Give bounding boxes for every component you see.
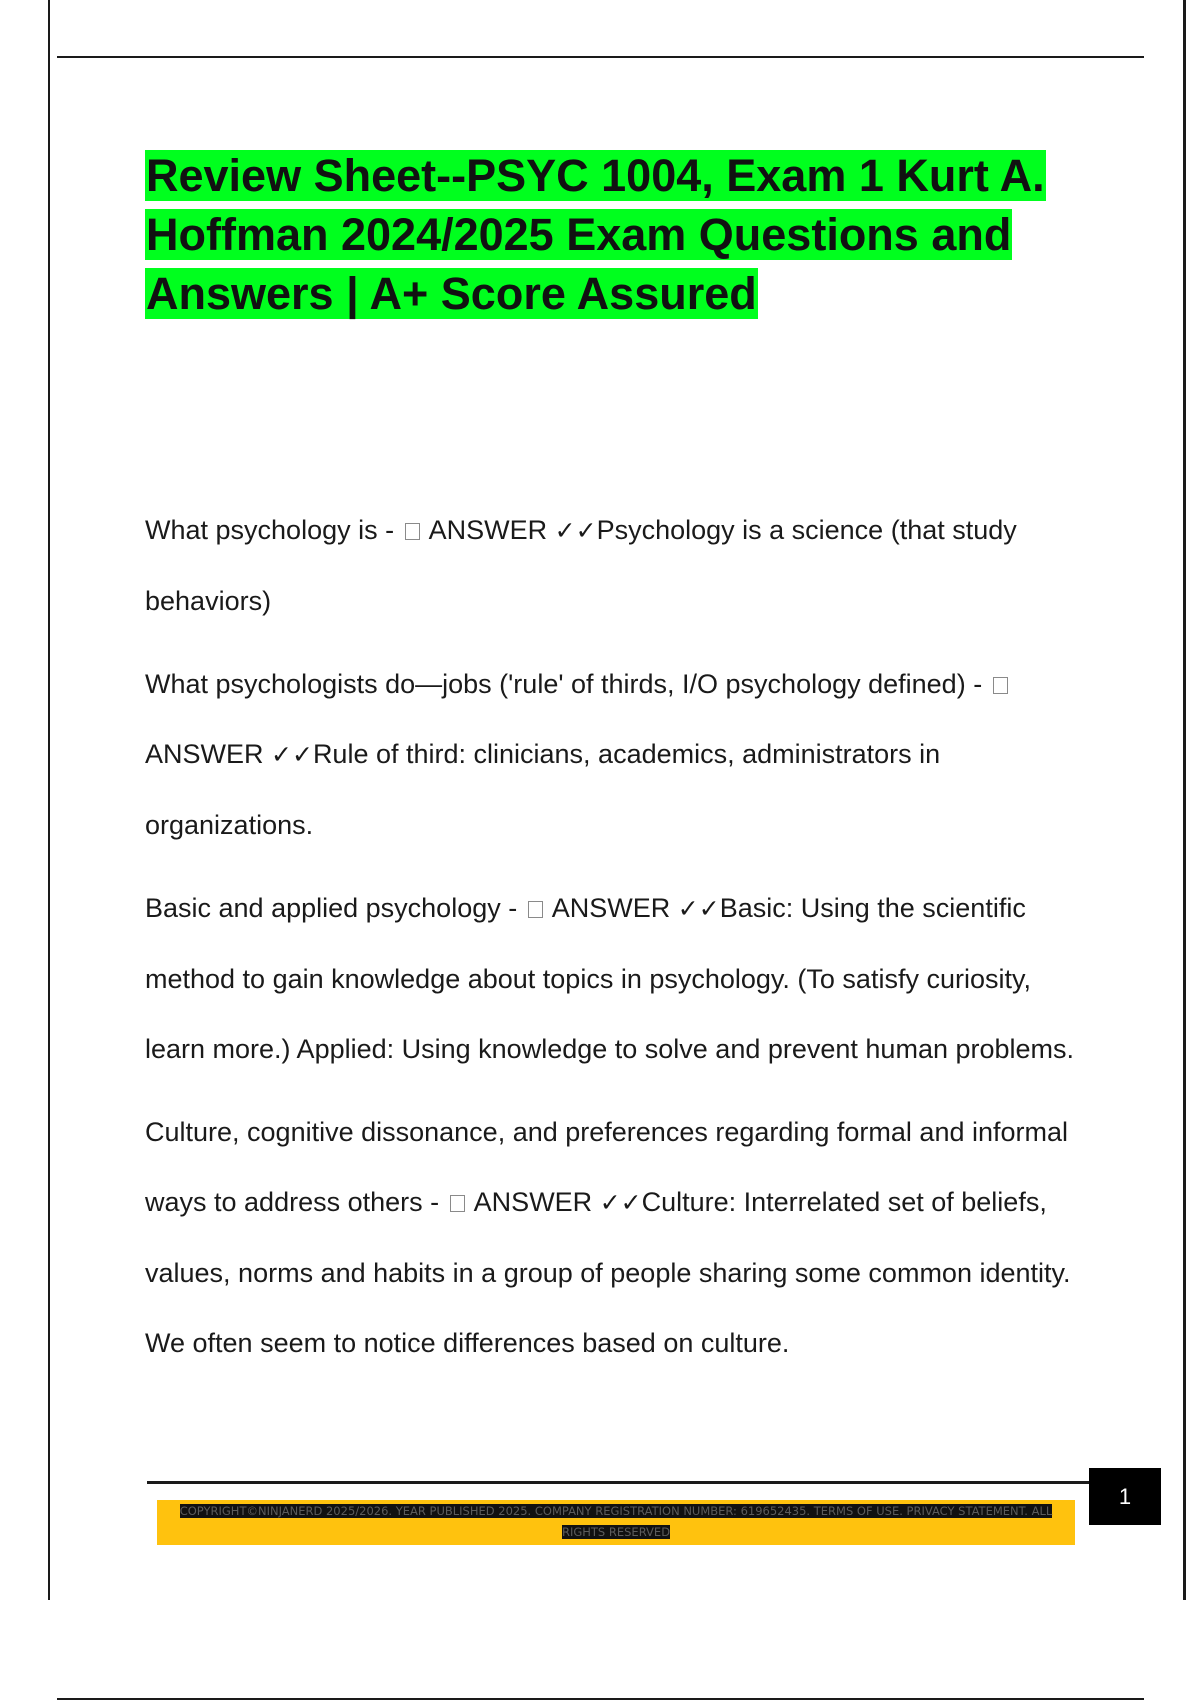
checkbox-glyph-icon [993, 677, 1008, 694]
qa-item [145, 1097, 1090, 1378]
double-check-icon: ✓✓ [554, 516, 597, 545]
page-border-right [1183, 0, 1186, 1600]
answer-label: ANSWER [473, 1187, 593, 1217]
qa-list [145, 495, 1090, 1391]
footer-rule [147, 1481, 1089, 1484]
copyright-text: COPYRIGHT©NINJANERD 2025/2026. YEAR PUBLISHED 2025. COMPANY REGISTRATION NUMBER: 619652435. TERMS OF USE. PRIVACY STATEMENT. ALL RIGHTS RESERVED [179, 1504, 1053, 1539]
qa-item [145, 873, 1090, 1084]
double-check-icon: ✓✓ [271, 740, 313, 769]
answer-text: Culture: Interrelated set of beliefs, values, norms and habits in a group of people sharing some common identity. We often seem to notice differences based on culture. [145, 1187, 1071, 1358]
answer-label: ANSWER [551, 893, 671, 923]
header-rule [57, 56, 1144, 58]
question-text: What psychologists do—jobs ('rule' of thirds, I/O psychology defined) - [145, 669, 983, 699]
double-check-icon: ✓✓ [677, 894, 720, 923]
double-check-icon: ✓✓ [599, 1188, 642, 1217]
qa-item [145, 495, 1090, 636]
page-border-left [48, 0, 50, 1600]
question-text: Culture, cognitive dissonance, and preferences regarding formal and informal ways to address others - [145, 1117, 1069, 1217]
document-title-text: Review Sheet--PSYC 1004, Exam 1 Kurt A. Hoffman 2024/2025 Exam Questions and Answers | A+ Score Assured [146, 150, 1045, 319]
qa-item [145, 649, 1090, 860]
question-text: What psychology is - [145, 515, 395, 545]
answer-label: ANSWER [428, 515, 548, 545]
checkbox-glyph-icon [405, 523, 420, 540]
copyright-notice [170, 1501, 1062, 1543]
document-title [145, 146, 1075, 323]
page-number: 1 [1089, 1468, 1161, 1525]
checkbox-glyph-icon [528, 901, 543, 918]
answer-text: Rule of third: clinicians, academics, administrators in organizations. [145, 739, 941, 840]
checkbox-glyph-icon [450, 1195, 465, 1212]
answer-text: Basic: Using the scientific method to gain knowledge about topics in psychology. (To satisfy curiosity, learn more.) Applied: Using knowledge to solve and prevent human problems. [145, 893, 1075, 1064]
answer-text: Psychology is a science (that study behaviors) [145, 515, 1017, 616]
question-text: Basic and applied psychology - [145, 893, 518, 923]
answer-label: ANSWER [145, 739, 264, 769]
